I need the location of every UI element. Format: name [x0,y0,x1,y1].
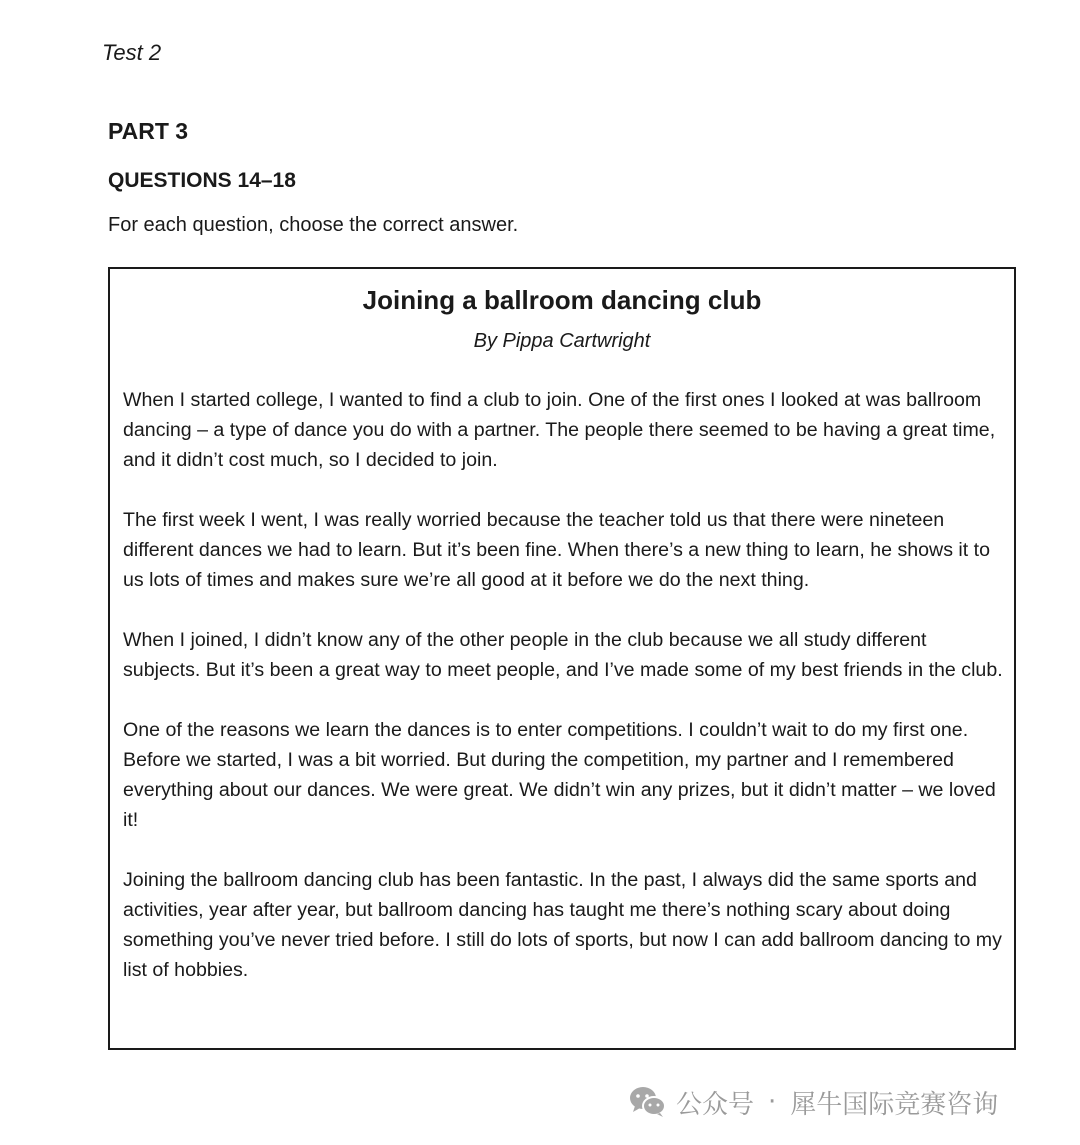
part-title: PART 3 [108,118,189,144]
watermark-source: 公众号 [676,1089,755,1120]
questions-title: QUESTIONS 14–18 [108,169,296,192]
wechat-icon [628,1085,668,1119]
watermark [628,1082,998,1122]
article-box [108,267,1016,1050]
article-paragraph: When I started college, I wanted to find a club to join. One of the first ones I looked at was ballroom dancing – a type of dance you do with a partner. The people there seemed to be having a great time, and it didn’t cost much, so I decided to join. [123,389,996,471]
article-paragraph: Joining the ballroom dancing club has been fantastic. In the past, I always did the same sports and activities, year after year, but ballroom dancing has taught me there’s nothing scary about doing something you’ve never tried before. I still do lots of sports, but now I can add ballroom dancing to my list of hobbies. [123,869,1002,981]
article-paragraph: The first week I went, I was really worried because the teacher told us that there were nineteen different dances we had to learn. But it’s been fine. When there’s a new thing to learn, he shows it to us lots of times and makes sure we’re all good at it before we do the next thing. [123,509,991,591]
article-body [123,385,1007,985]
article-byline: By Pippa Cartwright [473,330,651,352]
watermark-account: 犀牛国际竞赛咨询 [790,1089,999,1120]
watermark-separator: · [768,1087,777,1117]
instruction-text: For each question, choose the correct answer. [108,214,519,236]
article-title: Joining a ballroom dancing club [362,285,762,315]
test-label: Test 2 [102,40,162,65]
article-paragraph: One of the reasons we learn the dances is to enter competitions. I couldn’t wait to do my first one. Before we started, I was a bit worried. But during the competition, my partner and I remembered everything about our dances. We were great. We didn’t win any prizes, but it didn’t matter – we loved it! [123,719,996,831]
article-paragraph: When I joined, I didn’t know any of the other people in the club because we all study different subjects. But it’s been a great way to meet people, and I’ve made some of my best friends in the club. [123,629,1003,681]
